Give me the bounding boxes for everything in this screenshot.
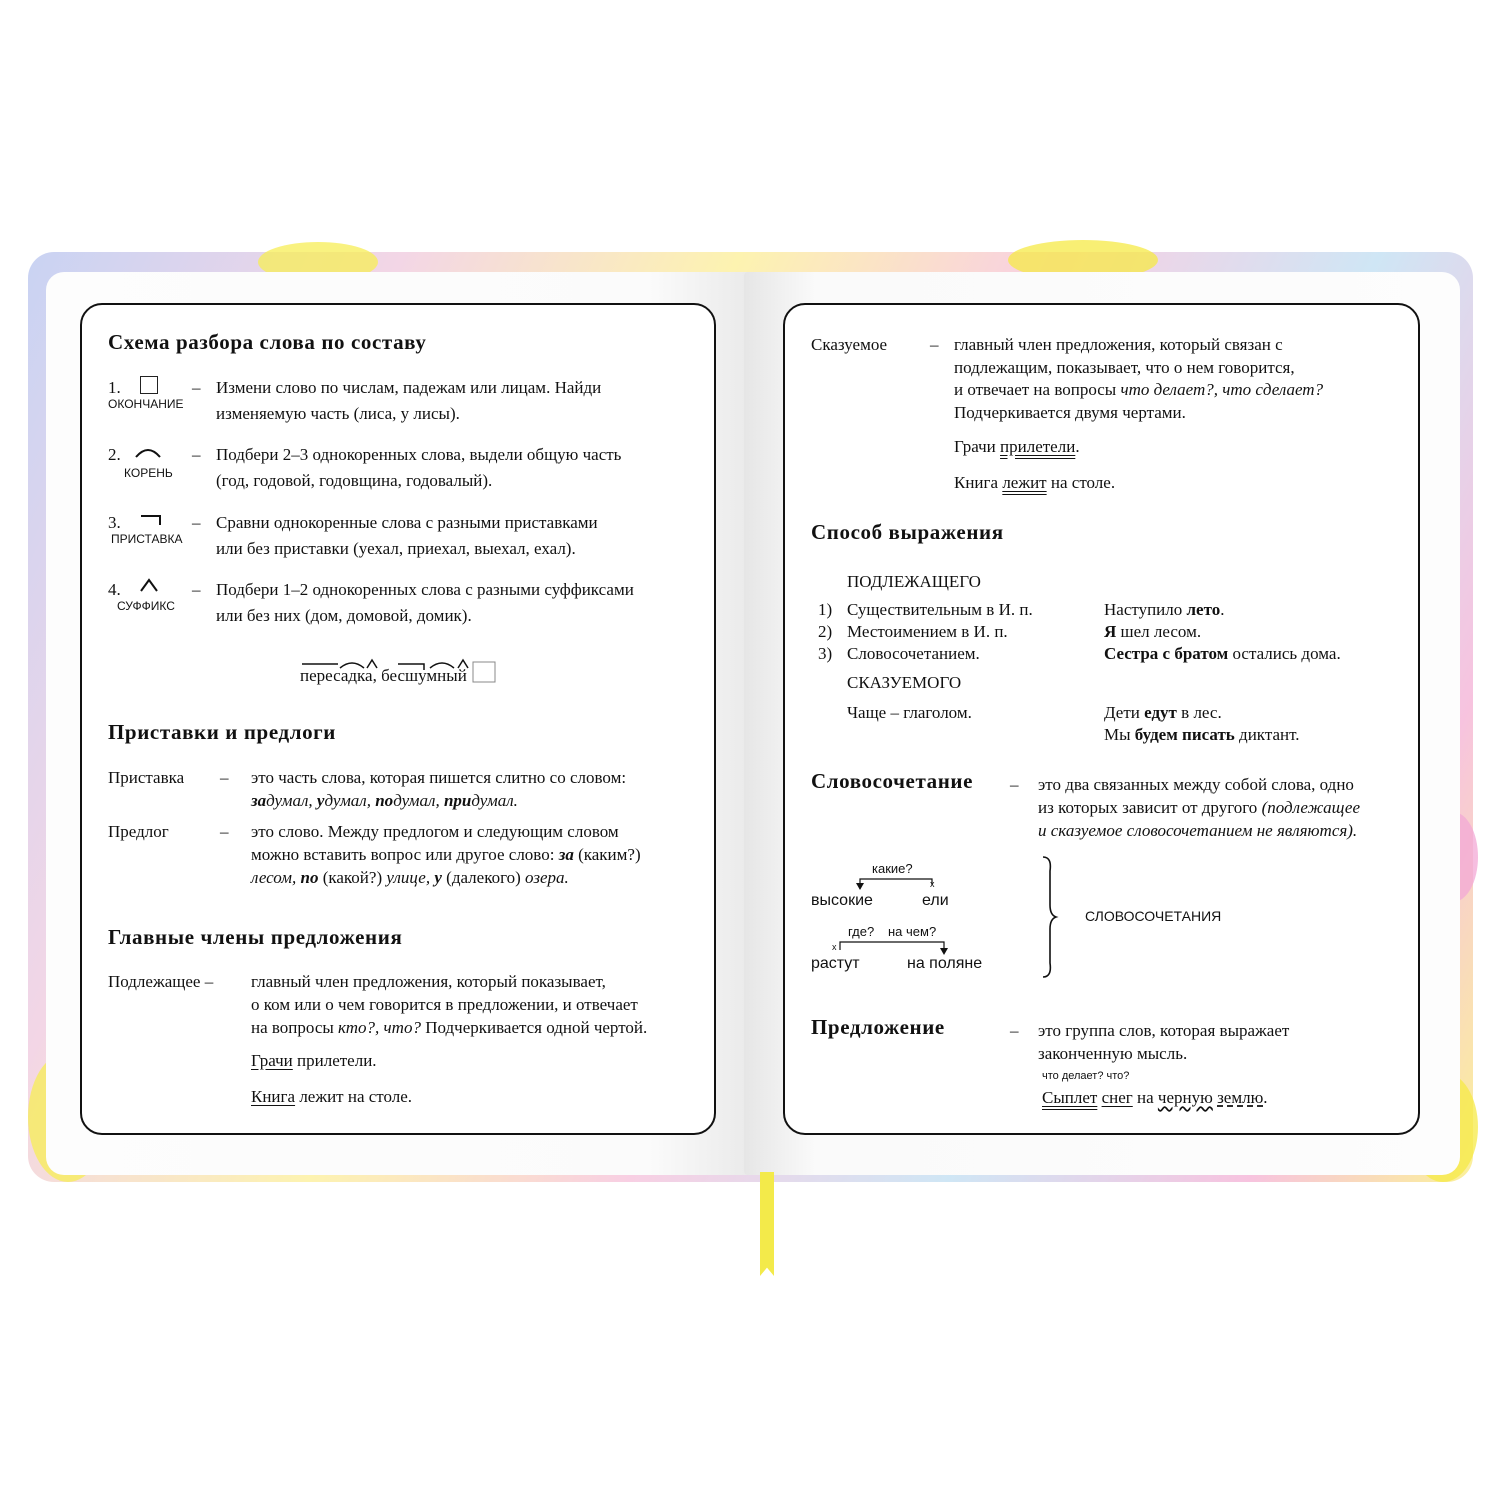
dependency-arrow-icon [820,938,960,956]
ending-symbol-icon [140,376,158,394]
preposition-examples: лесом, по (какой?) улице, у (далекого) озера. [251,868,569,887]
question-label: какие? [872,861,913,876]
example-sentence: Книга лежит на столе. [251,1087,413,1106]
step-number: 1. [108,378,121,397]
example-sentence: Грачи прилетели. [954,437,1080,456]
step-text: или без приставки (уехал, приехал, выехал, ехал). [216,539,576,558]
step-number: 3. [108,513,121,532]
definition-text: о ком или о чем говорится в предложении, и отвечает [251,995,638,1014]
suffix-caret-icon [140,578,158,592]
main-word-mark: x [832,942,837,952]
definition-text: главный член предложения, который связан с [954,335,1283,354]
heading-main-members: Главные члены предложения [108,925,403,949]
definition-text: это два связанных между собой слова, одно [1038,775,1354,794]
step-dash: – [192,580,201,599]
example-sentence: Грачи прилетели. [251,1051,377,1070]
phrase-word: высокие [811,892,873,909]
list-item: Чаще – глаголом. [847,703,972,722]
step-text: (год, годовой, годовщина, годовалый). [216,471,493,490]
definition-text: это слово. Между предлогом и следующим словом [251,822,619,841]
list-item: Существительным в И. п. [847,600,1033,619]
question-label: на чем? [888,924,937,939]
list-number: 1) [818,600,833,619]
phrase-word: ели [922,892,949,909]
predicate-caps-label: СКАЗУЕМОГО [847,673,962,692]
example-sentence: Книга лежит на столе. [954,473,1116,492]
step-text: или без них (дом, домовой, домик). [216,606,472,625]
definition-text: законченную мысль. [1038,1044,1188,1063]
term-prefix: Приставка [108,768,185,787]
step-dash: – [192,445,201,464]
term-subject: Подлежащее – [108,972,214,991]
phrase-word: на поляне [907,955,983,972]
definition-text: можно вставить вопрос или другое слово: за (каким?) [251,845,641,864]
heading-word-combination: Словосочетание [811,769,974,793]
definition-text: и сказуемое словосочетанием не являются). [1038,821,1358,840]
definition-text: это часть слова, которая пишется слитно со словом: [251,768,627,787]
phrase-word: растут [811,955,860,972]
definition-text: на вопросы кто?, что? Подчеркивается одной чертой. [251,1018,648,1037]
list-number: 2) [818,622,833,641]
step-label: ОКОНЧАНИЕ [108,397,184,411]
dash: – [930,335,939,354]
list-item: Местоимением в И. п. [847,622,1008,641]
brace-label: СЛОВОСОЧЕТАНИЯ [1085,908,1222,924]
heading-word-parsing: Схема разбора слова по составу [108,330,427,354]
step-dash: – [192,513,201,532]
step-text: Подбери 2–3 однокоренных слова, выдели общую часть [216,445,622,464]
subject-caps-label: ПОДЛЕЖАЩЕГО [847,572,981,591]
definition-text: главный член предложения, который показывает, [251,972,606,991]
definition-text: и отвечает на вопросы что делает?, что сделает? [954,380,1324,399]
step-number: 4. [108,580,121,599]
curly-brace-icon [1040,855,1060,980]
term-preposition: Предлог [108,822,169,841]
definition-text: из которых зависит от другого (подлежащее [1038,798,1360,817]
dash: – [220,822,229,841]
morpheme-example: пересадка, бесшумный [300,666,467,685]
step-text: Измени слово по числам, падежам или лицам. Найди [216,378,602,397]
heading-prefixes-prepositions: Приставки и предлоги [108,720,337,744]
list-example: Наступило лето. [1104,600,1225,619]
bookmark-ribbon[interactable] [760,1172,774,1276]
step-text: Подбери 1–2 однокоренных слова с разными суффиксами [216,580,634,599]
list-example: Сестра с братом остались дома. [1104,644,1341,663]
definition-text: это группа слов, которая выражает [1038,1021,1290,1040]
example-sentence: Сыплет снег на черную землю. [1042,1088,1268,1107]
prefix-examples: задумал, удумал, подумал, придумал. [251,791,518,810]
definition-text: Подчеркивается двумя чертами. [954,403,1186,422]
list-example: Дети едут в лес. [1104,703,1222,722]
step-dash: – [192,378,201,397]
question-label: что делает? что? [1042,1070,1130,1082]
dash: – [1010,1021,1019,1040]
step-label: КОРЕНЬ [124,466,173,480]
list-example: Я шел лесом. [1104,622,1202,641]
heading-ways-of-expression: Способ выражения [811,520,1004,544]
main-word-mark: x [930,879,935,889]
list-number: 3) [818,644,833,663]
step-text: изменяемую часть (лиса, у лисы). [216,404,460,423]
step-label: СУФФИКС [117,599,175,613]
heading-sentence: Предложение [811,1015,945,1039]
step-number: 2. [108,445,121,464]
dash: – [1010,775,1019,794]
prefix-symbol-icon [140,514,162,526]
question-label: где? [848,924,875,939]
list-example: Мы будем писать диктант. [1104,725,1300,744]
list-item: Словосочетанием. [847,644,980,663]
dash: – [220,768,229,787]
step-label: ПРИСТАВКА [111,532,183,546]
step-text: Сравни однокоренные слова с разными приставками [216,513,598,532]
definition-text: подлежащим, показывает, что о нем говорится, [954,358,1295,377]
term-predicate: Сказуемое [811,335,888,354]
root-arc-icon [134,446,162,458]
